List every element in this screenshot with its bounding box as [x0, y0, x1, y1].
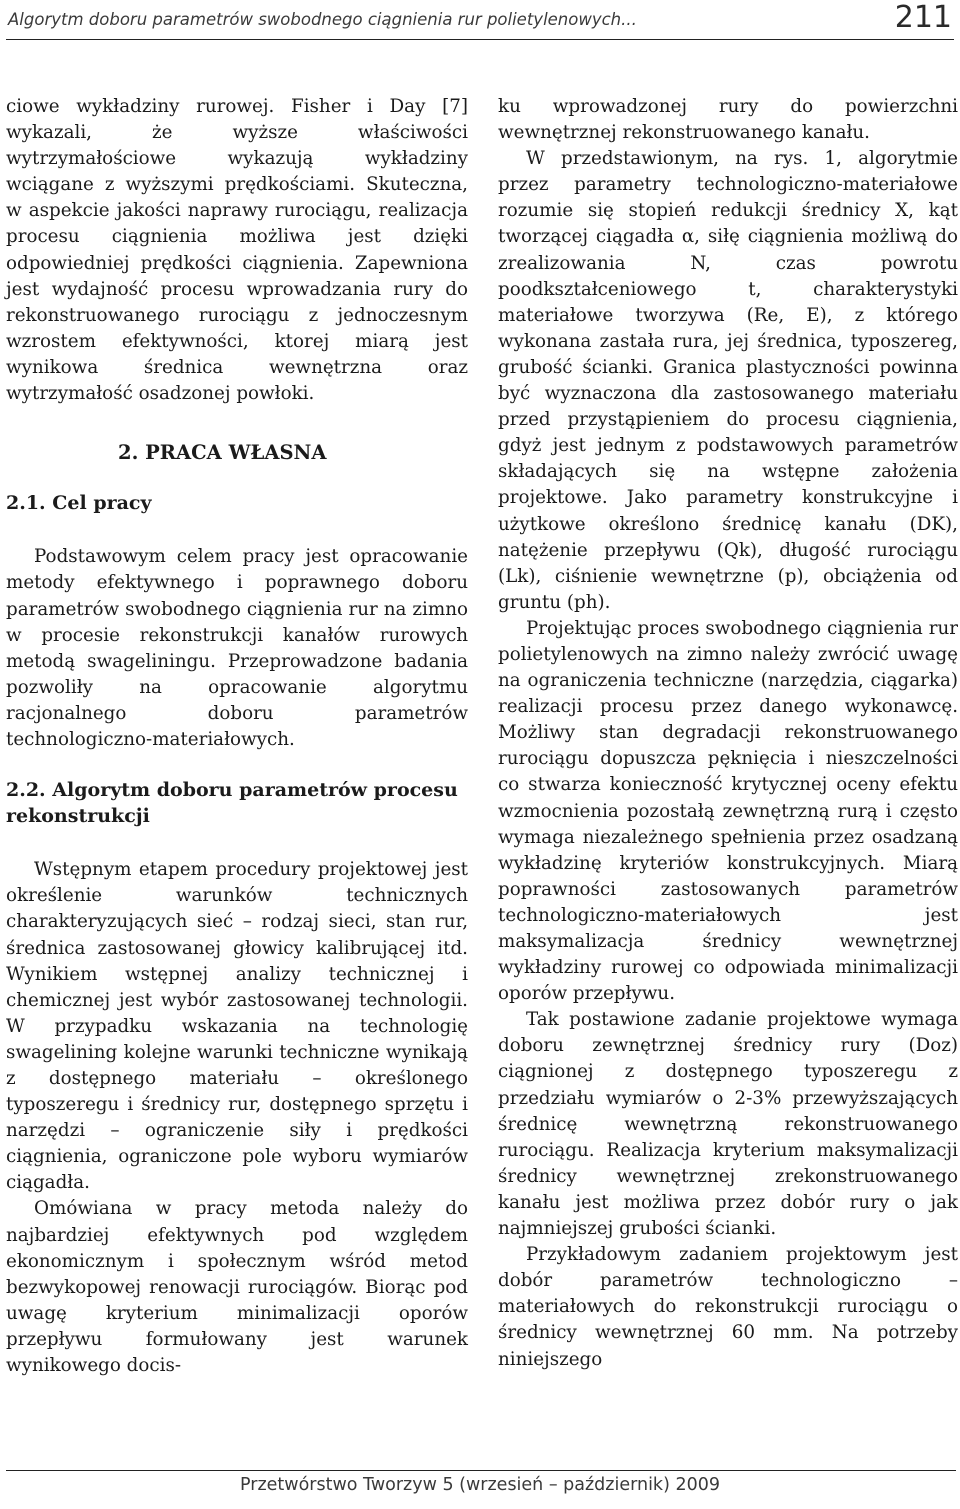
header-divider: [6, 39, 954, 40]
page-header: [6, 0, 954, 40]
running-title: Algorytm doboru parametrów swobodnego ciągnienia rur polietylenowych...: [8, 10, 637, 29]
cel-pracy-paragraph: Podstawowym celem pracy jest opracowanie metody efektywnego i poprawnego doboru parametrów swobodnego ciągnienia rur na zimno w procesie rekonstrukcji kanałów rurowych metodą swageliningu. Przeprowadzone badania pozwoliły na opracowanie algorytmu racjonalnego doboru parametrów technologiczno-materiałowych.: [6, 546, 468, 750]
right-paragraph-5: Przykładowym zadaniem projektowym jest dobór parametrów technologiczno – materiałowych do rekonstrukcji rurociągu o średnicy wewnętrznej 60 mm. Na potrzeby niniejszego: [498, 1244, 958, 1370]
algorytm-paragraph-2: Omówiana w pracy metoda należy do najbardziej efektywnych pod względem ekonomicznym i społecznym wśród metod bezwykopowej renowacji rurociągów. Biorąc pod uwagę kryterium minimalizacji oporów przepływu formułowany jest warunek wynikowego docis-: [6, 1198, 468, 1377]
right-column: [498, 94, 958, 1373]
right-paragraph-4: Tak postawione zadanie projektowe wymaga doboru zewnętrznej średnicy rury (Doz) ciągnionej z dostępnego typoszeregu z przedziału wymiarów o 2-3% przewyższających średnicę wewnętrzną rekonstruowanego rurociągu. Realizacja kryterium maksymalizacji średnicy wewnętrznej zrekonstruowanego kanału jest możliwa przez dobór rury o jak najmniejszej grubości ścianki.: [498, 1009, 958, 1240]
section-title: 2. PRACA WŁASNA: [118, 441, 327, 465]
algorytm-paragraph-1: Wstępnym etapem procedury projektowej jest określenie warunków technicznych charakteryzujących sieć – rodzaj sieci, stan rur, średnica zastosowanej głowicy kalibrującej itd. Wynikiem wstępnej analizy technicznej i chemicznej jest wybór zastosowanej technologii. W przypadku wskazania na technologię swagelining kolejne warunki techniczne wynikają z dostępnego materiału – określonego typoszeregu i średnicy rur, dostępnego sprzętu i narzędzi – ograniczenie siły i prędkości ciągnienia, ograniczone pole wyboru wymiarów ciągadła.: [6, 859, 468, 1194]
right-paragraph-3: Projektując proces swobodnego ciągnienia rur polietylenowych na zimno należy zwrócić uwagę na ograniczenia techniczne (narzędzia, ciągarka) realizacji procesu przez danego wykonawcę. Możliwy stan degradacji rekonstruowanego rurociągu dopuszcza pęknięcia i nieszczelności co stwarza konieczność krytycznej oceny efektu wzmocnienia pozostałą zewnętrzną rurą i często wymaga niezależnego spełnienia przez osadzaną wykładzinę kryteriów konstrukcyjnych. Miarą poprawności zastosowanych parametrów technologiczno-materiałowych jest maksymalizacja średnicy wewnętrznej wykładziny rurowej co odpowiada minimalizacji oporów przepływu.: [498, 617, 958, 1005]
footer-divider: [6, 1470, 956, 1471]
subsection-title-cel-pracy: 2.1. Cel pracy: [6, 492, 152, 515]
right-paragraph-2: W przedstawionym, na rys. 1, algorytmie przez parametry technologiczno-materiałowe rozumie się stopień redukcji średnicy X, kąt tworzącej ciągadła α, siłę ciągnienia możliwą do zrealizowania N, czas powrotu poodkształceniowego t, charakterystyki materiałowe tworzywa (Re, E), z którego wykonana zastała rura, jej średnica, typoszereg, grubość ścianki. Granica plastyczności powinna być wyznaczona dla zastosowanego materiału przed przystąpieniem do procesu ciągnienia, gdyż jest jednym z podstawowych parametrów składających się na wstępne założenia projektowe. Jako parametry konstrukcyjne i użytkowe określono średnicę kanału (DK), natężenie przepływu (Qk), długość rurociągu (Lk), ciśnienie wewnętrzne (p), obciążenia od gruntu (ph).: [498, 148, 958, 613]
left-column: [6, 94, 468, 1379]
right-paragraph-1: ku wprowadzonej rury do powierzchni wewnętrznej rekonstruowanego kanału.: [498, 96, 958, 144]
subsection-title-algorytm: 2.2. Algorytm doboru parametrów procesu rekonstrukcji: [6, 779, 458, 828]
journal-footer: Przetwórstwo Tworzyw 5 (wrzesień – październik) 2009: [240, 1475, 720, 1495]
intro-paragraph: ciowe wykładziny rurowej. Fisher i Day [7] wykazali, że wyższe właściwości wytrzymałościowe wykazują wykładziny wciągane z wyższymi prędkościami. Skuteczna, w aspekcie jakości naprawy rurociągu, realizacja procesu ciągnienia możliwa jest dzięki odpowiedniej prędkości ciągnienia. Zapewniona jest wydajność procesu wprowadzania rury do rekonstruowanego rurociągu z jednoczesnym wzrostem efektywności, ktorej miarą jest wynikowa średnica wewnętrzna oraz wytrzymałość osadzonej powłoki.: [6, 96, 468, 405]
page-number: 211: [894, 0, 952, 35]
